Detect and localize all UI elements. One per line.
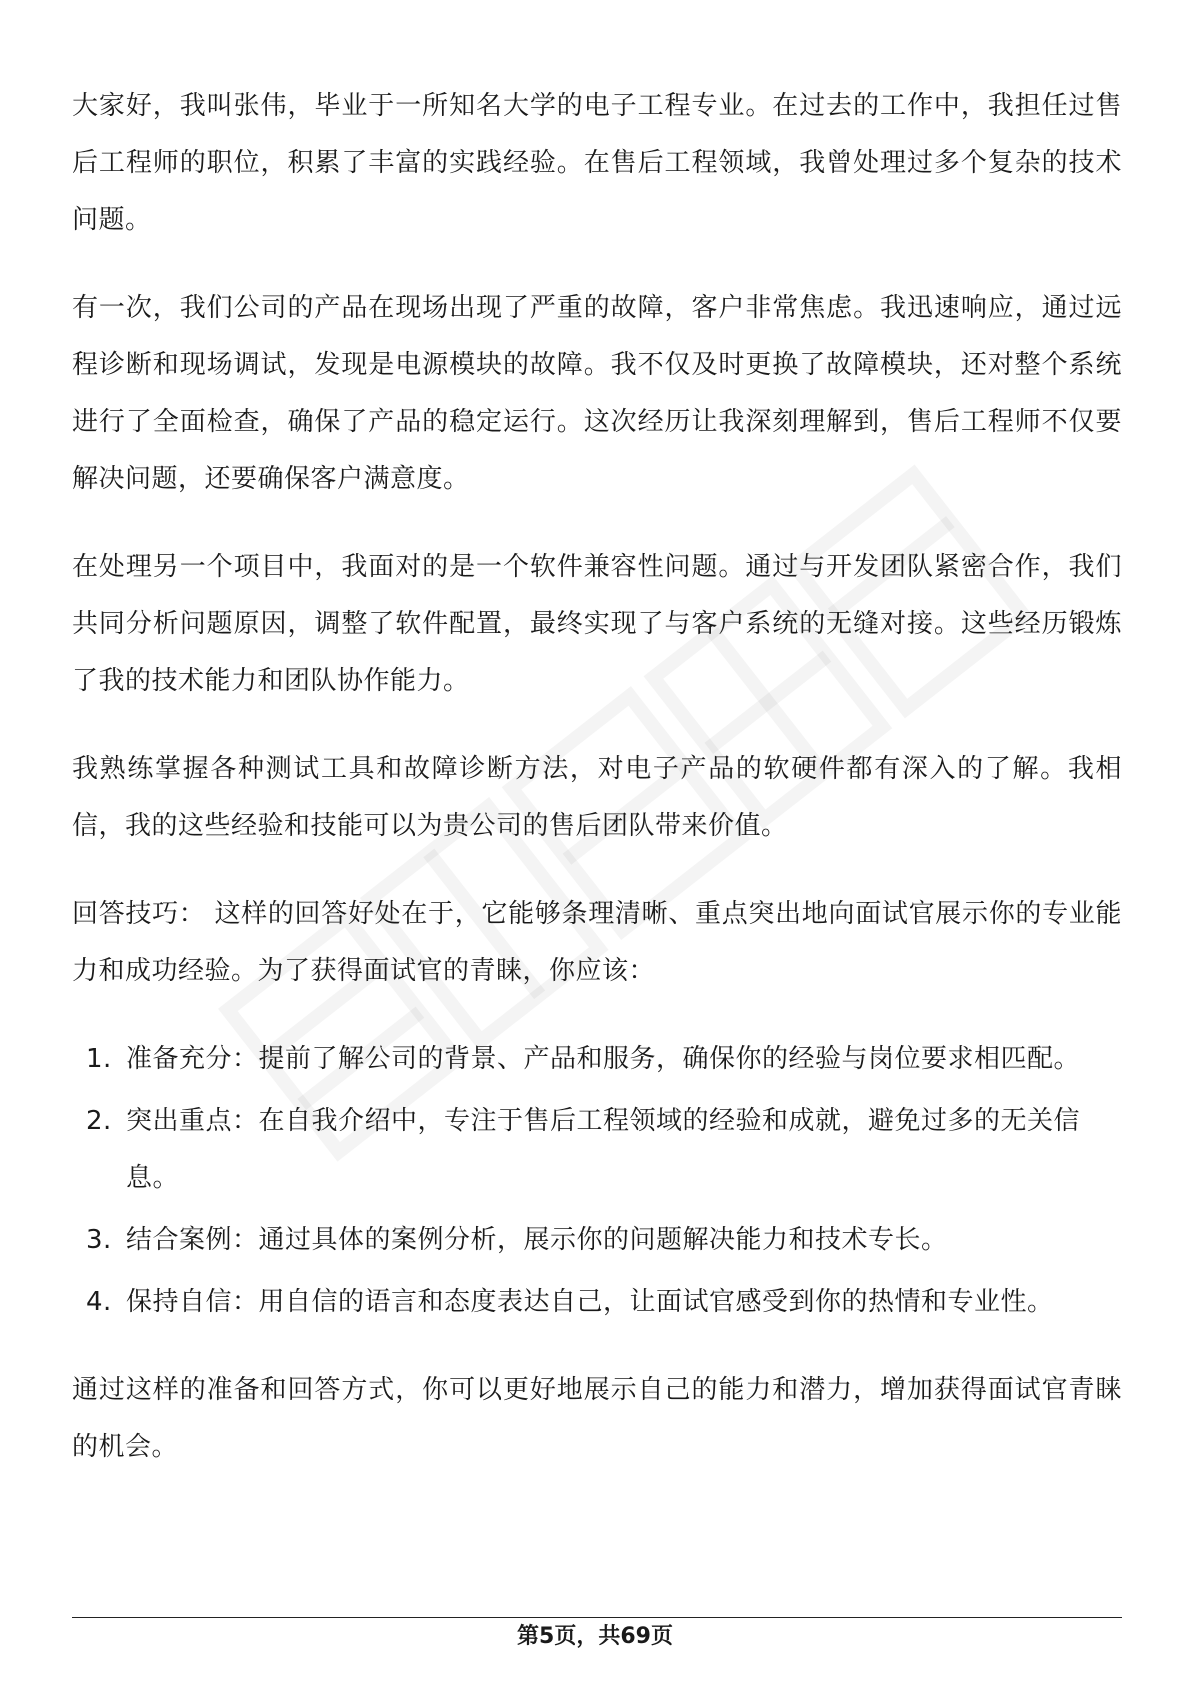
document-body (72, 78, 1122, 1507)
footer-divider (72, 1617, 1122, 1618)
list-item-number: 2. (86, 1106, 112, 1136)
list-item-text: 结合案例：通过具体的案例分析，展示你的问题解决能力和技术专长。 (126, 1225, 948, 1255)
paragraph-skills: 我熟练掌握各种测试工具和故障诊断方法，对电子产品的软硬件都有深入的了解。我相信，我的这些经验和技能可以为贵公司的售后团队带来价值。 (72, 754, 1122, 841)
paragraph-case-hardware: 有一次，我们公司的产品在现场出现了严重的故障，客户非常焦虑。我迅速响应，通过远程诊断和现场调试，发现是电源模块的故障。我不仅及时更换了故障模块，还对整个系统进行了全面检查，确保了产品的稳定运行。这次经历让我深刻理解到，售后工程师不仅要解决问题，还要确保客户满意度。 (72, 293, 1122, 494)
list-item-number: 1. (86, 1044, 112, 1074)
list-item-text: 突出重点：在自我介绍中，专注于售后工程领域的经验和成就，避免过多的无关信息。 (126, 1106, 1081, 1193)
list-item-text: 保持自信：用自信的语言和态度表达自己，让面试官感受到你的热情和专业性。 (126, 1287, 1054, 1317)
list-item (72, 1031, 1122, 1088)
paragraph-answer-tips: 回答技巧： 这样的回答好处在于，它能够条理清晰、重点突出地向面试官展示你的专业能力和成功经验。为了获得面试官的青睐，你应该： (72, 899, 1122, 986)
list-item-number: 4. (86, 1287, 112, 1317)
list-item (72, 1212, 1122, 1269)
paragraph-closing: 通过这样的准备和回答方式，你可以更好地展示自己的能力和潜力，增加获得面试官青睐的机会。 (72, 1375, 1122, 1462)
list-item-text: 准备充分：提前了解公司的背景、产品和服务，确保你的经验与岗位要求相匹配。 (126, 1044, 1081, 1074)
list-item-number: 3. (86, 1225, 112, 1255)
paragraph-case-software: 在处理另一个项目中，我面对的是一个软件兼容性问题。通过与开发团队紧密合作，我们共同分析问题原因，调整了软件配置，最终实现了与客户系统的无缝对接。这些经历锻炼了我的技术能力和团队协作能力。 (72, 552, 1122, 696)
page-number: 第5页，共69页 (517, 1624, 673, 1649)
tips-list (72, 1031, 1122, 1331)
list-item (72, 1274, 1122, 1331)
paragraph-intro: 大家好，我叫张伟，毕业于一所知名大学的电子工程专业。在过去的工作中，我担任过售后工程师的职位，积累了丰富的实践经验。在售后工程领域，我曾处理过多个复杂的技术问题。 (72, 91, 1122, 235)
list-item (72, 1093, 1122, 1207)
